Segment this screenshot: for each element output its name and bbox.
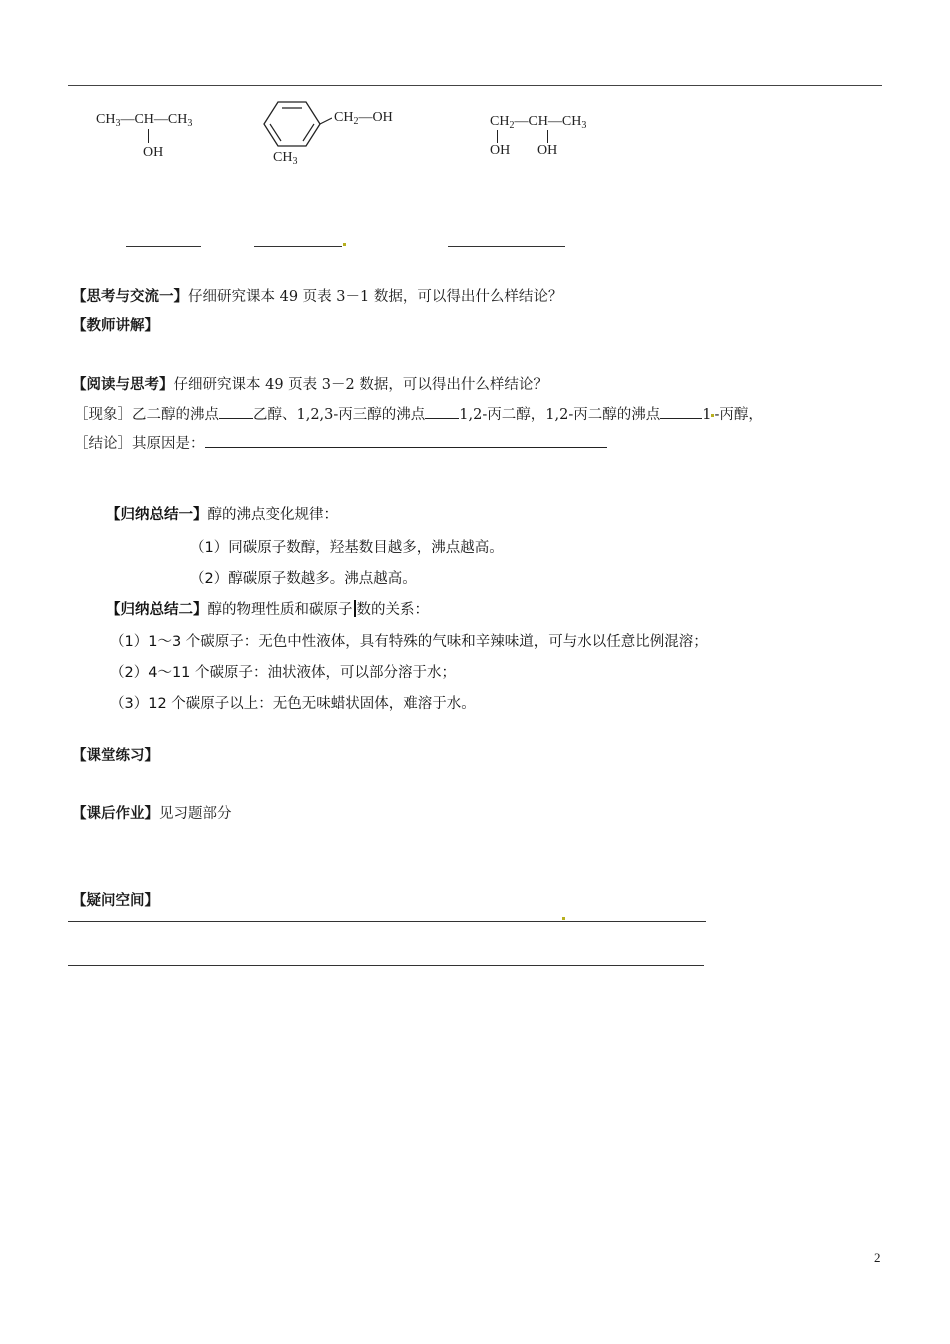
structure-3-oh-2: OH: [537, 143, 558, 158]
summary-2-heading: [106, 600, 429, 620]
summary-2-text-a: 醇的物理性质和碳原子: [207, 602, 353, 618]
structure-3-chain: $CH_2—CH—CH_3$: [490, 114, 587, 131]
homework-label: 【课后作业】: [72, 805, 159, 822]
name-blank-2[interactable]: [254, 246, 342, 247]
text-cursor: [354, 600, 356, 617]
summary-1-text: 醇的沸点变化规律：: [207, 507, 338, 523]
structure-3-bond-1: [497, 130, 498, 143]
summary-2-item-1: （1）1～3 个碳原子：无色中性液体，具有特殊的气味和辛辣味道，可与水以任意比例混溶；: [110, 634, 708, 650]
think-label: 【思考与交流一】: [72, 288, 188, 305]
structure-3-oh-1: OH: [490, 143, 511, 158]
homework-line: [72, 804, 232, 824]
conclusion-label: ［结论］: [74, 436, 132, 452]
phenomenon-text-4: 1: [702, 407, 712, 423]
structure-1-chain: $CH_3—CH—CH_3$: [96, 112, 193, 129]
teacher-explain-heading: 【教师讲解】: [72, 317, 159, 334]
read-text: 仔细研究课本 49 页表 3－2 数据，可以得出什么样结论？: [173, 377, 548, 393]
homework-text: 见习题部分: [159, 806, 232, 822]
summary-1-item-1: （1）同碳原子数醇，羟基数目越多，沸点越高。: [190, 540, 504, 556]
phenomenon-label: ［现象］: [74, 407, 132, 423]
benzene-ring-icon: [262, 98, 332, 150]
phenomenon-text-2: 乙醇、1,2,3-丙三醇的沸点: [253, 407, 426, 423]
summary-1-label: 【归纳总结一】: [106, 507, 208, 523]
summary-2-text-b: 数的关系：: [356, 602, 429, 618]
phenomenon-text-5: -丙醇，: [714, 407, 763, 423]
summary-2-item-2: （2）4～11 个碳原子：油状液体，可以部分溶于水；: [110, 665, 457, 681]
phenomenon-line: [74, 404, 763, 425]
think-text: 仔细研究课本 49 页表 3－1 数据，可以得出什么样结论？: [188, 289, 563, 305]
phenomenon-blank-1[interactable]: [219, 404, 253, 419]
conclusion-line: [74, 433, 607, 454]
think-discuss-1: [72, 287, 562, 307]
structure-2-ch2oh: $CH_2—OH$: [334, 110, 393, 127]
phenomenon-blank-2[interactable]: [425, 404, 459, 419]
phenomenon-blank-3[interactable]: [660, 404, 702, 419]
stray-mark: [343, 243, 346, 246]
summary-1-heading: [106, 505, 338, 525]
summary-1-item-2: （2）醇碳原子数越多。沸点越高。: [190, 571, 417, 587]
read-think: [72, 375, 548, 395]
phenomenon-text-1: 乙二醇的沸点: [132, 407, 219, 423]
structure-1-bond: [148, 129, 149, 143]
page-number: 2: [874, 1250, 881, 1265]
conclusion-blank[interactable]: [205, 433, 607, 448]
conclusion-text: 其原因是：: [132, 436, 205, 452]
class-practice-heading: 【课堂练习】: [72, 747, 159, 764]
read-label: 【阅读与思考】: [72, 376, 174, 393]
name-blank-3[interactable]: [448, 246, 565, 247]
questions-heading: 【疑问空间】: [72, 892, 159, 909]
header-rule: [68, 85, 882, 86]
summary-2-item-3: （3）12 个碳原子以上：无色无味蜡状固体，难溶于水。: [110, 696, 476, 712]
structure-2-ch3: $CH_3$: [273, 150, 298, 167]
name-blank-1[interactable]: [126, 246, 201, 247]
structure-3-bond-2: [547, 130, 548, 143]
summary-2-label: 【归纳总结二】: [106, 602, 208, 618]
structure-1-oh: OH: [143, 145, 164, 160]
question-answer-line-2[interactable]: [68, 965, 704, 966]
stray-mark-3: [562, 917, 565, 920]
phenomenon-text-3: 1,2-丙二醇，1,2-丙二醇的沸点: [459, 407, 661, 423]
question-answer-line-1[interactable]: [68, 921, 706, 922]
